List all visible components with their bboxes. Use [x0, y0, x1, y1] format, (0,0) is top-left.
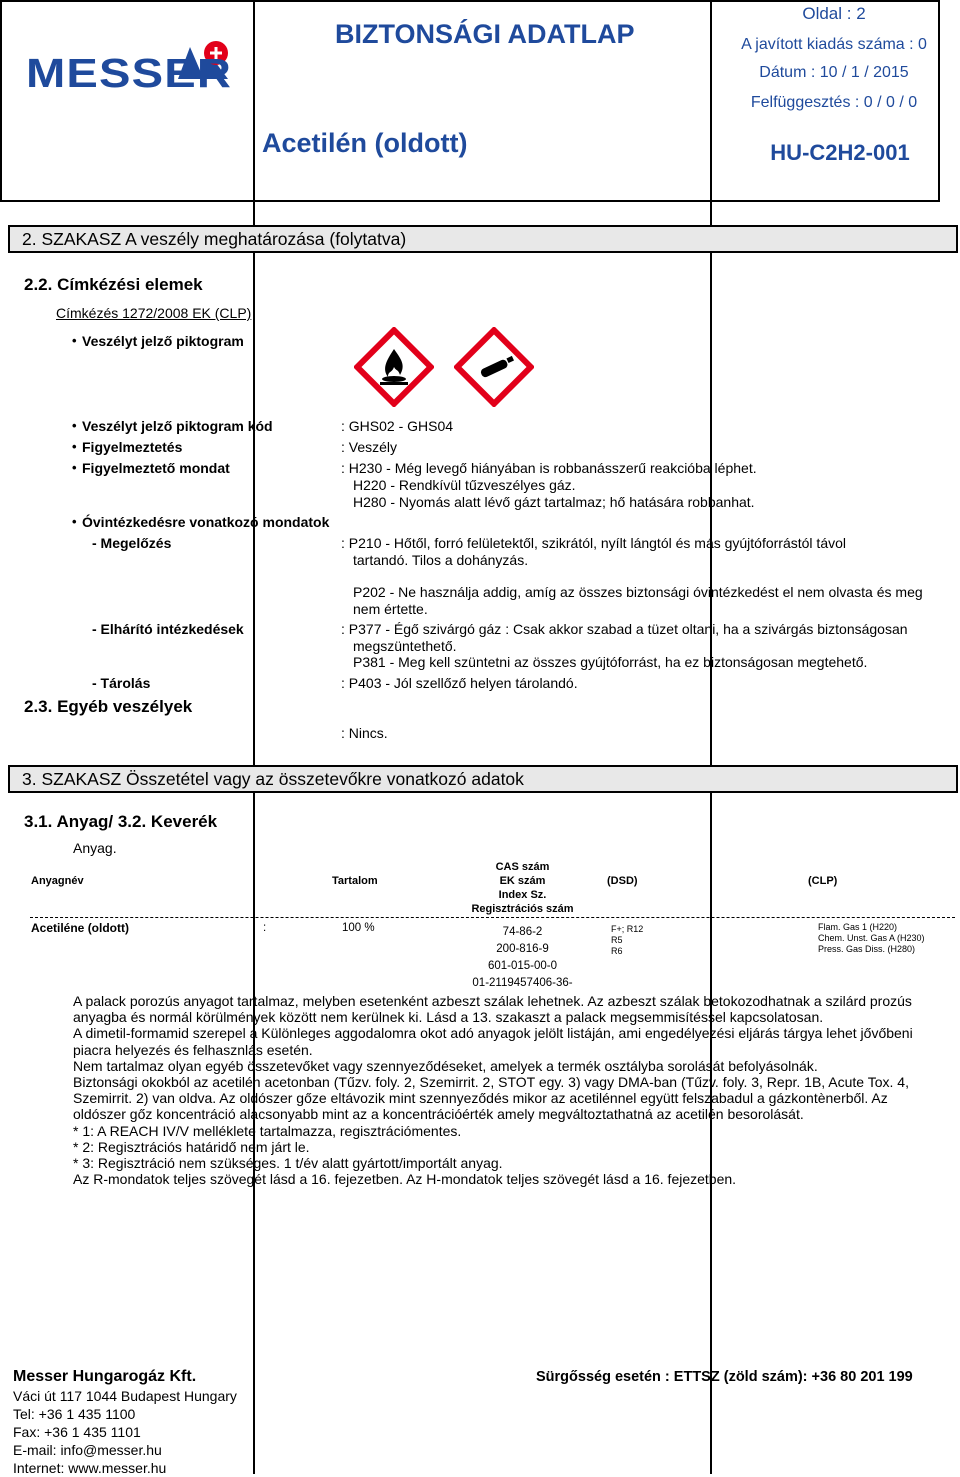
footer-internet: Internet: www.messer.hu	[13, 1460, 167, 1476]
subsection-2-2: 2.2. Címkézési elemek	[24, 275, 203, 294]
substance-ids: 74-86-2 200-816-9 601-015-00-0 01-2119457406-36-	[472, 926, 573, 989]
substance-type: Anyag.	[73, 840, 117, 856]
col-header-clp: (CLP)	[808, 875, 838, 887]
row-value-signal: : Veszély	[341, 439, 398, 455]
gas-cylinder-pictogram-icon	[454, 327, 534, 407]
date: Dátum : 10 / 1 / 2015	[759, 64, 909, 81]
flame-pictogram-icon	[354, 327, 434, 407]
p202-line2: nem értette.	[353, 601, 428, 617]
document-title: BIZTONSÁGI ADATLAP	[335, 19, 635, 49]
footer-fax: Fax: +36 1 435 1101	[13, 1424, 141, 1440]
page-number: Oldal : 2	[802, 4, 866, 23]
footer-tel: Tel: +36 1 435 1100	[13, 1406, 136, 1422]
p210-line1: : P210 - Hőtől, forró felületektől, szikrától, nyílt lángtól és más gyújtóforrástól távol	[341, 535, 847, 551]
row-label-hazard: • Figyelmeztető mondat	[82, 460, 230, 476]
p377-line2: megszüntethető.	[353, 638, 457, 654]
p202-line1: P202 - Ne használja addig, amíg az összes biztonsági óvintézkedést el nem olvasta és meg	[353, 584, 923, 600]
p403-text: : P403 - Jól szellőző helyen tárolandó.	[341, 675, 578, 691]
footer-email: E-mail: info@messer.hu	[13, 1442, 162, 1458]
substance-dsd: F+; R12 R5 R6	[611, 924, 644, 956]
footer-address: Váci út 117 1044 Budapest Hungary	[13, 1388, 237, 1404]
p377-line1: : P377 - Égő szivárgó gáz : Csak akkor szabad a tüzet oltani, ha a szivárgás biztonságosan	[341, 621, 908, 637]
document-code: HU-C2H2-001	[770, 140, 910, 165]
col-header-name: Anyagnév	[31, 875, 84, 887]
subsection-3-1: 3.1. Anyag/ 3.2. Keverék	[24, 812, 218, 831]
composition-notes: A palack porozús anyagot tartalmaz, melyben esetenként azbeszt szálak lehetnek. Az azbeszt szálak betokozodhatnak a szilárd prozús anyagba és normál körülmények között nem kerülnek ki. Lásd a 13. szakaszt a palack megsemmisítéssel kapcsolatosan. A dimetil-formamid szerepel a Különleges aggodalomra okot adó anyagok jelölt listáján, ami engedélyezési eljárás tárgya lehet jővőbeni piacra helyezés és felhasznlás esetén. Nem tartalmaz olyan egyéb összetevőket vagy szennyeződéseket, amelyek a termék osztályba sorolását befolyásolnák. Biztonsági okokból az acetilén acetonban (Tűzv. foly. 2, Szemirrit. 2, STOT egy. 3) vagy DMA-ban (Tűzv. foly. 3, Repr. 1B, Acute Tox. 4, Szemirrit. 2) van oldva. Az oldószer gőze eltávozik mint szennyeződés mikor az acetilénnel együtt felszabadul a gázkontènerből. Az oldószer gőz koncentráció alacsonyabb mint az a koncentrációérték amely megváltoztathatná az acetilén besorolását. * 1: A REACH IV/V melléklete tartalmazza, regisztrációmentes. * 2: Regisztrációs határidő nem járt le. * 3: Regisztráció nem szükséges. 1 t/év alatt gyártott/importált anyag. Az R-mondatok teljes szövegét lásd a 16. fejezetben. Az H-mondatok teljes szövegét lásd a 16. fejezetben.	[73, 993, 913, 1188]
revision-number: A javított kiadás száma : 0	[741, 36, 927, 53]
prevention-label: - Megelőzés	[92, 535, 172, 551]
footer-company: Messer Hungarogáz Kft.	[13, 1368, 197, 1385]
substance-clp: Flam. Gas 1 (H220) Chem. Unst. Gas A (H230) Press. Gas Diss. (H280)	[818, 922, 925, 954]
logo-text: MESSER	[26, 50, 233, 96]
row-label-code: • Veszélyt jelző piktogram kód	[82, 418, 273, 434]
subsection-2-3: 2.3. Egyéb veszélyek	[24, 697, 193, 716]
response-label: - Elhárító intézkedések	[92, 621, 244, 637]
product-name: Acetilén (oldott)	[262, 128, 468, 158]
col-header-dsd: (DSD)	[607, 875, 638, 887]
substance-content: 100 %	[342, 922, 375, 934]
h280-text: H280 - Nyomás alatt lévő gázt tartalmaz; hő hatására robbanhat.	[353, 494, 755, 510]
section-3-heading: 3. SZAKASZ Összetétel vagy az összetevőkre vonatkozó adatok	[8, 765, 958, 793]
row-value-h230: : H230 - Még levegő hiányában is robbanásszerű reakcióba léphet.	[341, 460, 757, 476]
h220-text: H220 - Rendkívül tűzveszélyes gáz.	[353, 477, 576, 493]
clp-label: Címkézés 1272/2008 EK (CLP)	[56, 305, 252, 321]
col-header-content: Tartalom	[332, 875, 378, 887]
section-2-heading: 2. SZAKASZ A veszély meghatározása (folytatva)	[8, 225, 958, 253]
substance-colon: :	[263, 922, 267, 934]
row-label-signal: • Figyelmeztetés	[82, 439, 182, 455]
precaution-label: • Óvintézkedésre vonatkozó mondatok	[82, 514, 329, 530]
storage-label: - Tárolás	[92, 675, 151, 691]
substance-name: Acetiléne (oldott)	[31, 921, 129, 935]
suspension: Felfüggesztés : 0 / 0 / 0	[750, 94, 918, 111]
other-hazards-value: : Nincs.	[341, 725, 388, 741]
p381-text: P381 - Meg kell szüntetni az összes gyújtóforrást, ha ez biztonságosan megtehető.	[353, 654, 868, 670]
pictogram-label: • Veszélyt jelző piktogram	[82, 333, 244, 349]
table-divider	[30, 917, 955, 918]
row-value-code: : GHS02 - GHS04	[341, 418, 454, 434]
col-header-ids: CAS szám EK szám Index Sz. Regisztrációs szám	[471, 861, 574, 915]
p210-line2: tartandó. Tilos a dohányzás.	[353, 552, 529, 568]
footer-emergency: Sürgősség esetén : ETTSZ (zöld szám): +36 80 201 199	[536, 1369, 913, 1385]
